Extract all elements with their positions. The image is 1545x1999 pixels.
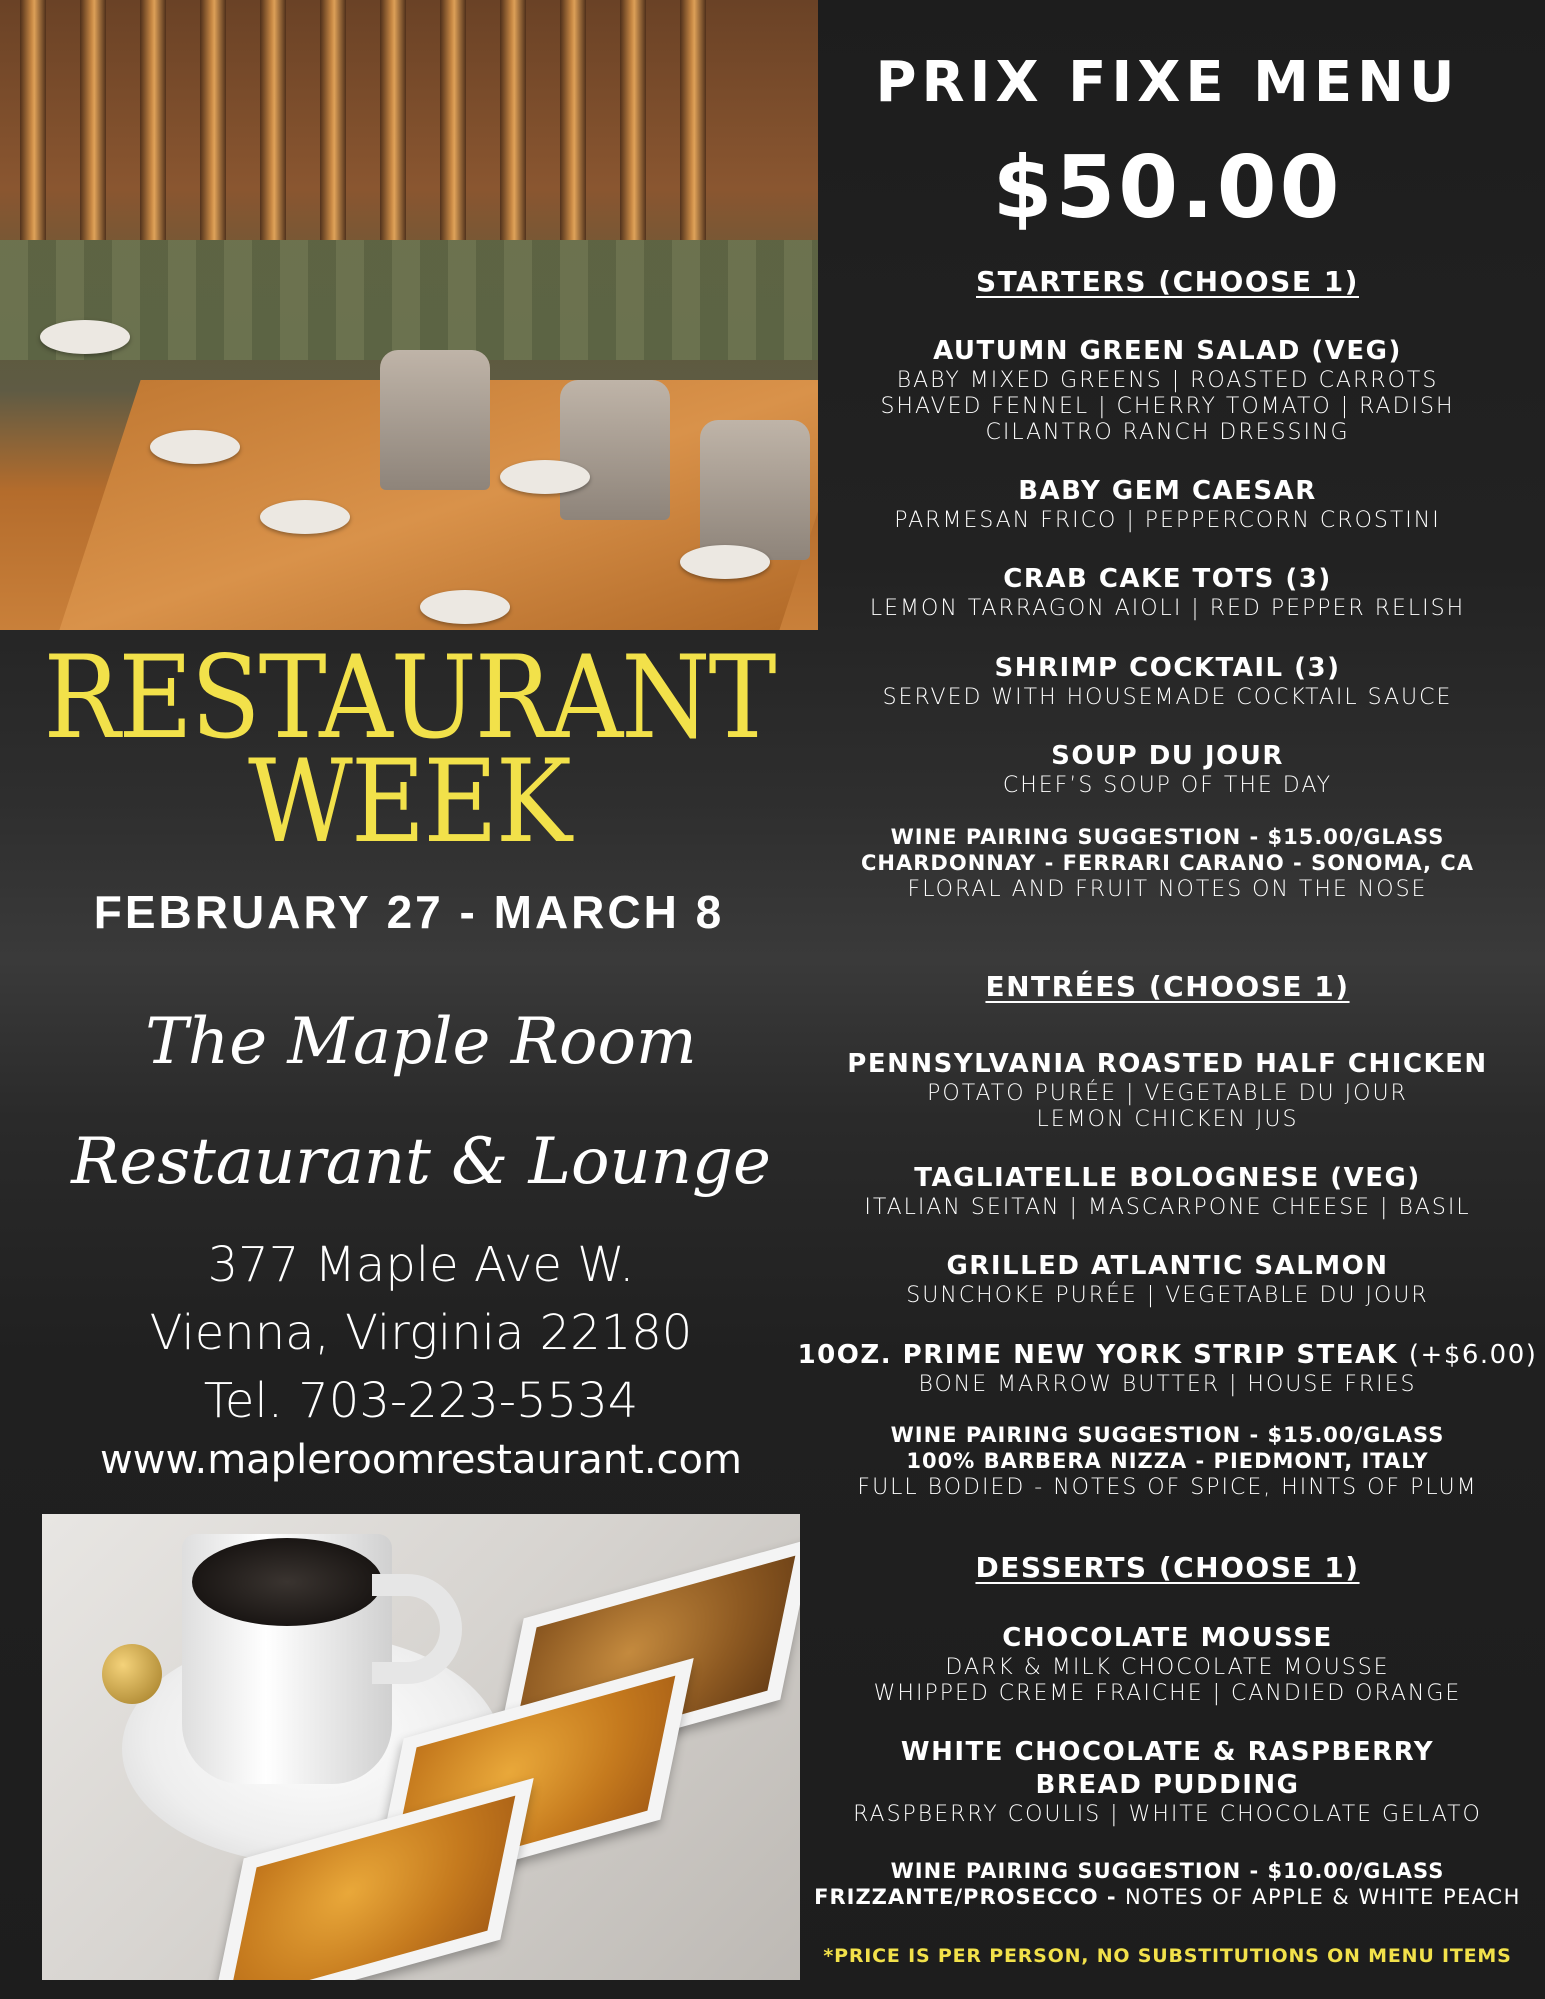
desserts-heading: DESSERTS (CHOOSE 1) xyxy=(975,1551,1360,1584)
cup-handle xyxy=(372,1574,462,1684)
dish-description: PARMESAN FRICO | PEPPERCORN CROSTINI xyxy=(894,508,1441,533)
wine-name xyxy=(790,1884,1545,1910)
menu-title: PRIX FIXE MENU xyxy=(875,50,1460,115)
headline-week: WEEK xyxy=(248,735,570,870)
dish-description: POTATO PURÉE | VEGETABLE DU JOUR xyxy=(927,1081,1408,1106)
headline-restaurant: RESTAURANT xyxy=(43,631,775,766)
dish-name: SOUP DU JOUR xyxy=(1051,741,1284,771)
entree-item xyxy=(790,1339,1545,1398)
plate xyxy=(150,430,240,464)
wine-notes: FLORAL AND FRUIT NOTES ON THE NOSE xyxy=(907,877,1428,902)
dish-name-text: 10OZ. PRIME NEW YORK STRIP STEAK xyxy=(797,1340,1399,1370)
dish-description: BONE MARROW BUTTER | HOUSE FRIES xyxy=(918,1372,1417,1397)
dish-description: SHAVED FENNEL | CHERRY TOMATO | RADISH xyxy=(880,394,1455,419)
address-street: 377 Maple Ave W. xyxy=(207,1237,635,1293)
wood-slat xyxy=(80,0,106,240)
coffee xyxy=(192,1538,382,1626)
dish-name: CRAB CAKE TOTS (3) xyxy=(1003,564,1332,594)
wood-slat xyxy=(260,0,286,240)
wine-name: 100% BARBERA NIZZA - PIEDMONT, ITALY xyxy=(906,1449,1429,1473)
plate xyxy=(500,460,590,494)
wood-slat xyxy=(560,0,586,240)
menu-price: $50.00 xyxy=(992,138,1343,238)
plate xyxy=(40,320,130,354)
dish-description: ITALIAN SEITAN | MASCARPONE CHEESE | BASIL xyxy=(864,1195,1471,1220)
dish-name-line2: BREAD PUDDING xyxy=(1035,1770,1300,1800)
wine-name: CHARDONNAY - FERRARI CARANO - SONOMA, CA xyxy=(861,851,1474,875)
entrees-heading: ENTRÉES (CHOOSE 1) xyxy=(985,970,1350,1003)
wood-slat xyxy=(500,0,526,240)
desserts-wine-pairing xyxy=(790,1858,1545,1910)
dish-name: CHOCOLATE MOUSSE xyxy=(1002,1623,1333,1653)
upcharge: (+$6.00) xyxy=(1408,1340,1538,1370)
wine-pairing-price: WINE PAIRING SUGGESTION - $10.00/GLASS xyxy=(890,1859,1445,1883)
dish-name: SHRIMP COCKTAIL (3) xyxy=(994,653,1341,683)
restaurant-name: The Maple Room xyxy=(145,1005,697,1079)
spoon xyxy=(102,1644,162,1704)
wood-slat xyxy=(440,0,466,240)
starter-item xyxy=(790,563,1545,622)
dish-description: WHIPPED CREME FRAICHE | CANDIED ORANGE xyxy=(873,1681,1462,1706)
dessert-item xyxy=(790,1736,1545,1828)
dish-description: DARK & MILK CHOCOLATE MOUSSE xyxy=(945,1655,1390,1680)
wood-slat xyxy=(140,0,166,240)
dessert-coffee-photo xyxy=(42,1514,800,1980)
chair xyxy=(560,380,670,520)
entree-item xyxy=(790,1250,1545,1309)
wood-slat xyxy=(20,0,46,240)
plate xyxy=(420,590,510,624)
restaurant-subtitle: Restaurant & Lounge xyxy=(71,1125,771,1199)
dish-description: BABY MIXED GREENS | ROASTED CARROTS xyxy=(896,368,1439,393)
dish-description: LEMON TARRAGON AIOLI | RED PEPPER RELISH xyxy=(869,596,1466,621)
starter-item xyxy=(790,652,1545,711)
dining-room-photo xyxy=(0,0,818,630)
dish-description: SERVED WITH HOUSEMADE COCKTAIL SAUCE xyxy=(882,685,1453,710)
starters-heading: STARTERS (CHOOSE 1) xyxy=(976,265,1359,298)
wine-pairing-price: WINE PAIRING SUGGESTION - $15.00/GLASS xyxy=(890,825,1445,849)
wine-notes: FULL BODIED - NOTES OF SPICE, HINTS OF PLUM xyxy=(857,1475,1478,1500)
starters-wine-pairing xyxy=(790,824,1545,904)
dish-name: GRILLED ATLANTIC SALMON xyxy=(946,1251,1389,1281)
wine-pairing-price: WINE PAIRING SUGGESTION - $15.00/GLASS xyxy=(890,1423,1445,1447)
phone-number: Tel. 703-223-5534 xyxy=(203,1373,639,1429)
price-disclaimer: *PRICE IS PER PERSON, NO SUBSTITUTIONS ON MENU ITEMS xyxy=(823,1945,1512,1967)
dish-description: RASPBERRY COULIS | WHITE CHOCOLATE GELATO xyxy=(853,1802,1482,1827)
entrees-wine-pairing xyxy=(790,1422,1545,1502)
dish-name xyxy=(790,1339,1545,1372)
starter-item xyxy=(790,475,1545,534)
website-link[interactable]: www.mapleroomrestaurant.com xyxy=(100,1437,742,1483)
dish-name: WHITE CHOCOLATE & RASPBERRY xyxy=(900,1737,1435,1767)
wine-name-text: FRIZZANTE/PROSECCO - xyxy=(814,1885,1117,1909)
wood-slat xyxy=(620,0,646,240)
dish-name: PENNSYLVANIA ROASTED HALF CHICKEN xyxy=(847,1049,1488,1079)
dish-description: CILANTRO RANCH DRESSING xyxy=(985,420,1350,445)
chair xyxy=(380,350,490,490)
dessert-item xyxy=(790,1622,1545,1707)
address-city: Vienna, Virginia 22180 xyxy=(149,1305,693,1361)
wood-slat xyxy=(380,0,406,240)
wood-slat xyxy=(680,0,706,240)
event-dates: FEBRUARY 27 - MARCH 8 xyxy=(93,886,725,938)
wine-notes: NOTES OF APPLE & WHITE PEACH xyxy=(1124,1885,1521,1909)
wood-slat xyxy=(200,0,226,240)
entree-item xyxy=(790,1048,1545,1133)
plate xyxy=(260,500,350,534)
dish-description: LEMON CHICKEN JUS xyxy=(1036,1107,1299,1132)
dish-name: TAGLIATELLE BOLOGNESE (VEG) xyxy=(914,1163,1421,1193)
starter-item xyxy=(790,740,1545,799)
plate xyxy=(680,545,770,579)
dish-description: SUNCHOKE PURÉE | VEGETABLE DU JOUR xyxy=(906,1283,1429,1308)
starter-item xyxy=(790,335,1545,446)
entree-item xyxy=(790,1162,1545,1221)
dish-name: AUTUMN GREEN SALAD (VEG) xyxy=(933,336,1402,366)
dish-description: CHEF’S SOUP OF THE DAY xyxy=(1002,773,1333,798)
wood-slat xyxy=(320,0,346,240)
dish-name: BABY GEM CAESAR xyxy=(1018,476,1317,506)
